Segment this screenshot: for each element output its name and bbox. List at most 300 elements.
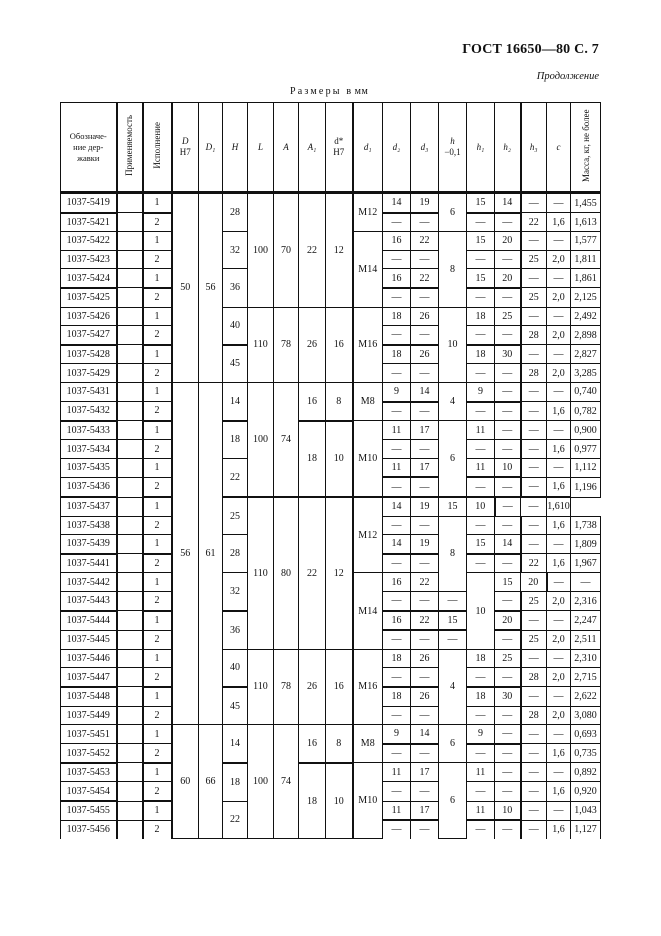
cell-mass: 0,735: [571, 744, 601, 763]
cell-H: 22: [223, 801, 248, 839]
header-version: Исполнение: [143, 103, 172, 193]
cell-d2: —: [383, 706, 411, 725]
cell-h1: 18: [467, 687, 495, 706]
header-h3: h₃: [521, 103, 547, 193]
cell-h3: 22: [521, 213, 547, 232]
cell-mass: 1,809: [571, 535, 601, 554]
cell-d2: —: [383, 554, 411, 573]
cell-h1: 15: [467, 269, 495, 288]
cell-h1: —: [467, 250, 495, 269]
cell-h3: 28: [521, 364, 547, 383]
cell-H: 36: [223, 269, 248, 307]
cell-mass: 2,898: [571, 326, 601, 345]
cell-mass: 2,310: [571, 649, 601, 668]
cell-d2: —: [383, 744, 411, 763]
cell-d2: —: [383, 591, 411, 610]
cell-c: 2,0: [547, 668, 571, 687]
cell-h3: —: [495, 497, 521, 516]
cell-L: 110: [248, 649, 274, 724]
cell-d2: 14: [383, 535, 411, 554]
cell-h2: 25: [495, 307, 521, 326]
cell-code: 1037-5422: [61, 232, 117, 251]
cell-d3: 26: [411, 649, 439, 668]
cell-d2: —: [383, 477, 411, 497]
cell-d2: 18: [383, 345, 411, 364]
header-d3: d₃: [411, 103, 439, 193]
cell-version: 2: [143, 744, 172, 763]
cell-h1: —: [467, 516, 495, 535]
cell-A1: 18: [299, 763, 326, 839]
cell-d3: —: [411, 402, 439, 421]
cell-applicability: [117, 649, 143, 668]
table-row: [61, 382, 601, 401]
cell-h1: —: [467, 213, 495, 232]
cell-d1: M8: [353, 725, 383, 763]
header-H: H: [223, 103, 248, 193]
cell-h1: —: [467, 288, 495, 307]
cell-h1: 15: [467, 193, 495, 213]
cell-d3: —: [411, 554, 439, 573]
dimensions-caption: [290, 86, 368, 97]
cell-code: 1037-5445: [61, 630, 117, 649]
cell-d2: 16: [383, 611, 411, 631]
table-row: [61, 193, 601, 213]
cell-d2: 18: [383, 307, 411, 326]
cell-c: —: [547, 687, 571, 706]
cell-c: 2,0: [547, 630, 571, 649]
cell-h1: 11: [467, 421, 495, 440]
dimensions-label: Размеры: [290, 86, 342, 97]
cell-version: 1: [143, 649, 172, 668]
cell-code: 1037-5443: [61, 591, 117, 610]
cell-h2: 14: [495, 535, 521, 554]
cell-h2: 20: [495, 611, 521, 631]
cell-d1: M16: [353, 307, 383, 382]
cell-mass: 0,977: [571, 440, 601, 459]
table-row: [61, 649, 601, 668]
cell-h3: —: [521, 649, 547, 668]
cell-code: 1037-5431: [61, 382, 117, 401]
cell-version: 1: [143, 458, 172, 477]
cell-c: 2,0: [547, 364, 571, 383]
cell-version: 2: [143, 554, 172, 573]
cell-h1: 18: [467, 345, 495, 364]
cell-h1: —: [467, 782, 495, 801]
cell-A1: 16: [299, 725, 326, 763]
cell-h1: 11: [467, 801, 495, 820]
cell-version: 1: [143, 345, 172, 364]
cell-h3: —: [521, 345, 547, 364]
cell-code: 1037-5428: [61, 345, 117, 364]
cell-h2: —: [495, 421, 521, 440]
cell-H: 40: [223, 649, 248, 687]
cell-version: 1: [143, 307, 172, 326]
table-row: [61, 421, 601, 440]
cell-c: 1,6: [547, 744, 571, 763]
cell-c: 1,6: [547, 516, 571, 535]
cell-mass: 0,740: [571, 382, 601, 401]
cell-c: —: [547, 725, 571, 744]
cell-version: 1: [143, 193, 172, 213]
cell-H: 18: [223, 763, 248, 801]
cell-c: 2,0: [547, 591, 571, 610]
header-h2: h₂: [495, 103, 521, 193]
cell-h2: 10: [467, 497, 495, 516]
header-d2: d₂: [383, 103, 411, 193]
cell-mass: 1,043: [571, 801, 601, 820]
cell-code: 1037-5438: [61, 516, 117, 535]
cell-h1: —: [467, 706, 495, 725]
cell-H: 18: [223, 421, 248, 459]
cell-d2: 16: [383, 573, 411, 592]
cell-code: 1037-5427: [61, 326, 117, 345]
cell-version: 1: [143, 763, 172, 782]
cell-A1: 26: [299, 307, 326, 382]
cell-h1: —: [439, 591, 467, 610]
cell-h2: —: [495, 288, 521, 307]
cell-h: 10: [467, 573, 495, 649]
cell-h3: 28: [521, 668, 547, 687]
cell-version: 1: [143, 801, 172, 820]
cell-d1: M14: [353, 232, 383, 307]
cell-h3: 22: [521, 554, 547, 573]
cell-h2: 20: [521, 573, 547, 592]
cell-h3: —: [521, 193, 547, 213]
cell-code: 1037-5419: [61, 193, 117, 213]
cell-version: 2: [143, 402, 172, 421]
cell-h1: 11: [467, 458, 495, 477]
cell-c: —: [547, 801, 571, 820]
cell-h2: —: [495, 744, 521, 763]
cell-H: 14: [223, 382, 248, 420]
cell-c: —: [547, 421, 571, 440]
cell-code: 1037-5449: [61, 706, 117, 725]
cell-D: 50: [172, 193, 199, 383]
cell-version: 2: [143, 668, 172, 687]
cell-h1: 15: [439, 611, 467, 631]
cell-applicability: [117, 573, 143, 592]
cell-d3: —: [411, 782, 439, 801]
cell-h1: —: [467, 326, 495, 345]
cell-h1: —: [467, 477, 495, 497]
cell-c: 1,6: [547, 820, 571, 839]
cell-d2: —: [383, 364, 411, 383]
cell-A1: 22: [299, 497, 326, 649]
cell-h1: 9: [467, 725, 495, 744]
cell-version: 2: [143, 477, 172, 497]
cell-h2: 10: [495, 458, 521, 477]
cell-H: 28: [223, 193, 248, 232]
cell-h3: —: [521, 232, 547, 251]
header-d: d* H7: [326, 103, 353, 193]
cell-H: 36: [223, 611, 248, 650]
cell-H: 22: [223, 458, 248, 497]
cell-h1: —: [467, 744, 495, 763]
cell-h2: —: [495, 782, 521, 801]
cell-h3: —: [521, 782, 547, 801]
cell-c: —: [547, 269, 571, 288]
cell-d2: —: [383, 213, 411, 232]
header-D: D H7: [172, 103, 199, 193]
cell-applicability: [117, 516, 143, 535]
cell-h3: —: [521, 687, 547, 706]
cell-mass: 0,920: [571, 782, 601, 801]
header-D1: D₁: [199, 103, 223, 193]
cell-applicability: [117, 288, 143, 307]
cell-h2: —: [495, 213, 521, 232]
table-row: [61, 307, 601, 326]
cell-h3: —: [521, 763, 547, 782]
cell-h3: —: [521, 535, 547, 554]
cell-version: 1: [143, 497, 172, 516]
cell-code: 1037-5456: [61, 820, 117, 839]
cell-d2: —: [383, 782, 411, 801]
cell-applicability: [117, 630, 143, 649]
table-row: [61, 725, 601, 744]
cell-code: 1037-5448: [61, 687, 117, 706]
cell-version: 2: [143, 820, 172, 839]
cell-h2: —: [495, 326, 521, 345]
cell-d: 16: [326, 307, 353, 382]
cell-code: 1037-5421: [61, 213, 117, 232]
cell-applicability: [117, 782, 143, 801]
cell-mass: 1,610: [547, 497, 571, 516]
cell-d3: —: [411, 326, 439, 345]
cell-h: 10: [439, 307, 467, 382]
cell-d3: 26: [411, 307, 439, 326]
cell-h2: 25: [495, 649, 521, 668]
cell-mass: 2,827: [571, 345, 601, 364]
cell-h1: —: [467, 440, 495, 459]
cell-h3: —: [521, 801, 547, 820]
cell-applicability: [117, 725, 143, 744]
cell-d2: 16: [383, 269, 411, 288]
cell-h2: —: [495, 364, 521, 383]
cell-A: 74: [274, 725, 299, 839]
cell-applicability: [117, 250, 143, 269]
cell-d2: —: [383, 440, 411, 459]
cell-h2: 20: [495, 232, 521, 251]
cell-applicability: [117, 232, 143, 251]
cell-d3: —: [411, 744, 439, 763]
cell-mass: 1,967: [571, 554, 601, 573]
cell-applicability: [117, 382, 143, 401]
cell-applicability: [117, 458, 143, 477]
cell-applicability: [117, 763, 143, 782]
cell-d3: 17: [411, 801, 439, 820]
cell-mass: 0,900: [571, 421, 601, 440]
cell-d3: 14: [411, 725, 439, 744]
cell-mass: 2,125: [571, 288, 601, 307]
cell-h3: —: [521, 440, 547, 459]
cell-mass: 1,455: [571, 193, 601, 213]
cell-c: —: [547, 458, 571, 477]
cell-c: 1,6: [547, 782, 571, 801]
cell-d3: —: [411, 630, 439, 649]
cell-code: 1037-5435: [61, 458, 117, 477]
cell-c: —: [547, 611, 571, 631]
header-designation: Обозначе-ние дер-жавки: [61, 103, 117, 193]
cell-d2: 11: [383, 763, 411, 782]
cell-d2: 11: [383, 458, 411, 477]
header-mass: Масса, кг, не более: [571, 103, 601, 193]
cell-h: 6: [439, 193, 467, 232]
cell-code: 1037-5454: [61, 782, 117, 801]
cell-applicability: [117, 591, 143, 610]
cell-d3: 22: [411, 611, 439, 631]
cell-h1: 15: [439, 497, 467, 516]
cell-c: —: [547, 193, 571, 213]
cell-version: 1: [143, 382, 172, 401]
cell-A1: 18: [299, 421, 326, 497]
cell-version: 2: [143, 288, 172, 307]
cell-code: 1037-5426: [61, 307, 117, 326]
header-row: [61, 103, 601, 193]
cell-h2: —: [495, 250, 521, 269]
cell-applicability: [117, 345, 143, 364]
cell-h3: 25: [521, 630, 547, 649]
cell-h: 4: [439, 382, 467, 420]
cell-d2: 11: [383, 801, 411, 820]
cell-d2: —: [383, 288, 411, 307]
cell-h2: 30: [495, 345, 521, 364]
cell-h3: —: [521, 611, 547, 631]
cell-applicability: [117, 307, 143, 326]
cell-d2: —: [383, 630, 411, 649]
cell-A: 70: [274, 193, 299, 308]
cell-d3: 17: [411, 421, 439, 440]
cell-d2: 9: [383, 382, 411, 401]
cell-h3: —: [521, 307, 547, 326]
header-L: L: [248, 103, 274, 193]
cell-code: 1037-5439: [61, 535, 117, 554]
cell-d3: —: [411, 440, 439, 459]
cell-h: 6: [439, 763, 467, 839]
cell-h2: —: [495, 725, 521, 744]
cell-applicability: [117, 364, 143, 383]
cell-d2: 9: [383, 725, 411, 744]
cell-d3: 22: [411, 232, 439, 251]
cell-d1: M12: [353, 193, 383, 232]
cell-applicability: [117, 820, 143, 839]
cell-h2: —: [495, 706, 521, 725]
cell-version: 2: [143, 782, 172, 801]
cell-A: 80: [274, 497, 299, 649]
cell-D1: 61: [199, 382, 223, 724]
cell-mass: 1,577: [571, 232, 601, 251]
header-applicability: Применяемость: [117, 103, 143, 193]
table-row: [61, 497, 601, 516]
cell-d2: —: [383, 250, 411, 269]
header-A: A: [274, 103, 299, 193]
cell-d2: 16: [383, 232, 411, 251]
cell-h1: 9: [467, 382, 495, 401]
cell-h1: —: [467, 364, 495, 383]
header-h1: h₁: [467, 103, 495, 193]
cell-d3: 19: [411, 535, 439, 554]
cell-d3: —: [411, 364, 439, 383]
cell-c: —: [521, 497, 547, 516]
cell-h: 4: [439, 649, 467, 724]
cell-L: 110: [248, 307, 274, 382]
cell-h1: 18: [467, 649, 495, 668]
document-header: ГОСТ 16650—80 С. 7: [462, 42, 599, 57]
cell-d: 8: [326, 382, 353, 420]
cell-applicability: [117, 611, 143, 631]
cell-d2: 11: [383, 421, 411, 440]
cell-d1: M8: [353, 382, 383, 420]
cell-h3: —: [521, 744, 547, 763]
cell-c: —: [547, 382, 571, 401]
cell-d2: 18: [383, 687, 411, 706]
cell-code: 1037-5442: [61, 573, 117, 592]
cell-version: 1: [143, 269, 172, 288]
cell-c: 1,6: [547, 554, 571, 573]
dimensions-unit: в мм: [346, 86, 369, 97]
cell-mass: 0,892: [571, 763, 601, 782]
cell-c: 2,0: [547, 250, 571, 269]
cell-code: 1037-5436: [61, 477, 117, 497]
cell-L: 110: [248, 497, 274, 649]
cell-A: 74: [274, 382, 299, 497]
cell-h1: —: [467, 402, 495, 421]
cell-code: 1037-5451: [61, 725, 117, 744]
table-row: [61, 763, 601, 782]
cell-H: 25: [223, 497, 248, 535]
cell-c: —: [547, 345, 571, 364]
cell-mass: 2,622: [571, 687, 601, 706]
cell-code: 1037-5429: [61, 364, 117, 383]
cell-h2: —: [495, 820, 521, 839]
cell-d2: 14: [383, 497, 411, 516]
cell-c: 1,6: [547, 477, 571, 497]
cell-applicability: [117, 497, 143, 516]
cell-h3: 28: [521, 326, 547, 345]
header-d1: d₁: [353, 103, 383, 193]
cell-applicability: [117, 554, 143, 573]
cell-h2: 14: [495, 193, 521, 213]
cell-version: 1: [143, 535, 172, 554]
cell-h2: —: [495, 402, 521, 421]
cell-applicability: [117, 440, 143, 459]
cell-c: 1,6: [547, 440, 571, 459]
cell-d2: —: [383, 516, 411, 535]
cell-h1: —: [467, 554, 495, 573]
cell-L: 100: [248, 193, 274, 308]
cell-version: 1: [143, 232, 172, 251]
cell-applicability: [117, 326, 143, 345]
cell-A: 78: [274, 307, 299, 382]
cell-code: 1037-5455: [61, 801, 117, 820]
cell-version: 1: [143, 573, 172, 592]
cell-d3: —: [411, 516, 439, 535]
cell-h2: —: [495, 591, 521, 610]
cell-code: 1037-5453: [61, 763, 117, 782]
cell-H: 32: [223, 573, 248, 611]
cell-h3: 25: [521, 288, 547, 307]
cell-A1: 26: [299, 649, 326, 724]
cell-h3: —: [547, 573, 571, 592]
cell-mass: 1,112: [571, 458, 601, 477]
cell-h2: —: [495, 668, 521, 687]
holder-dimensions-table: [60, 102, 601, 839]
cell-d: 12: [326, 193, 353, 308]
cell-h3: —: [521, 477, 547, 497]
cell-c: 2,0: [547, 326, 571, 345]
cell-h2: —: [495, 554, 521, 573]
cell-applicability: [117, 801, 143, 820]
header-A1: A₁: [299, 103, 326, 193]
